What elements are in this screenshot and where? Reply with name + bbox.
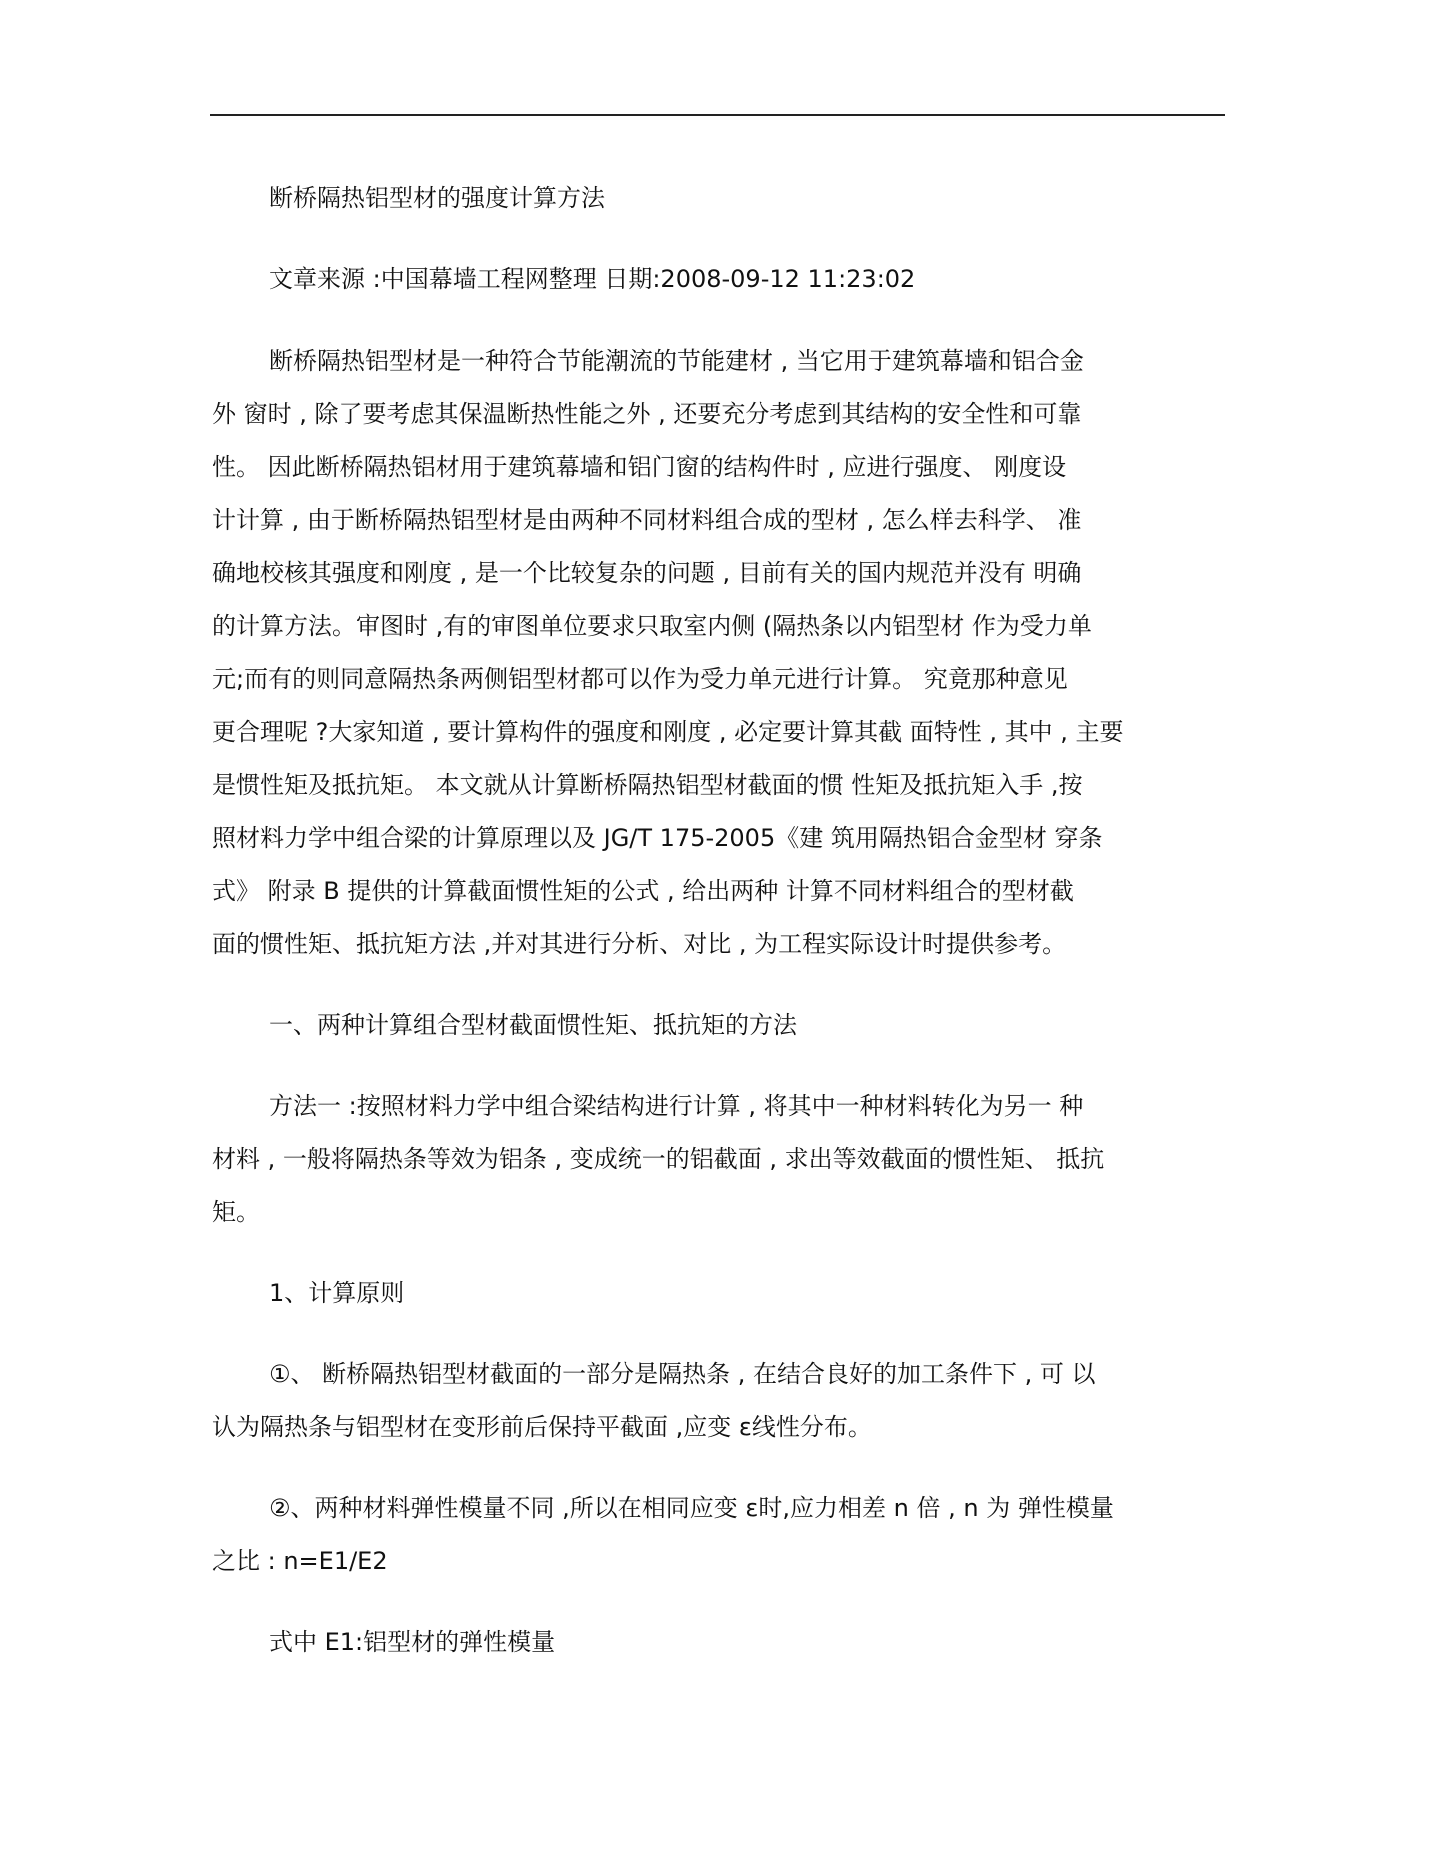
paragraph-line: 确地校核其强度和刚度 , 是一个比较复杂的问题 , 目前有关的国内规范并没有 明确 — [212, 559, 1082, 587]
paragraph-line: 之比 : n=E1/E2 — [212, 1547, 388, 1575]
principle-two-paragraph — [212, 1495, 1224, 1574]
paragraph-line: 式》 附录 B 提供的计算截面惯性矩的公式 , 给出两种 计算不同材料组合的型材截 — [212, 877, 1074, 905]
formula-note: 式中 E1:铝型材的弹性模量 — [269, 1628, 556, 1656]
document-title: 断桥隔热铝型材的强度计算方法 — [269, 184, 605, 212]
paragraph-line: 材料 , 一般将隔热条等效为铝条 , 变成统一的铝截面 , 求出等效截面的惯性矩、 抵抗 — [212, 1145, 1105, 1173]
paragraph-line: 照材料力学中组合梁的计算原理以及 JG/T 175-2005《建 筑用隔热铝合金型材 穿条 — [212, 824, 1103, 852]
paragraph-line: 元;而有的则同意隔热条两侧铝型材都可以作为受力单元进行计算。 究竟那种意见 — [212, 665, 1068, 693]
section-heading: 一、两种计算组合型材截面惯性矩、抵抗矩的方法 — [269, 1011, 797, 1039]
principle-one-paragraph — [212, 1361, 1224, 1440]
paragraph-line: 方法一 :按照材料力学中组合梁结构进行计算 , 将其中一种材料转化为另一 种 — [269, 1092, 1084, 1120]
intro-paragraph — [212, 348, 1224, 957]
paragraph-line: 性。 因此断桥隔热铝材用于建筑幕墙和铝门窗的结构件时 , 应进行强度、 刚度设 — [212, 453, 1067, 481]
paragraph-line: 是惯性矩及抵抗矩。 本文就从计算断桥隔热铝型材截面的惯 性矩及抵抗矩入手 ,按 — [212, 771, 1083, 799]
document-body — [212, 185, 1224, 1655]
paragraph-line: 计计算 , 由于断桥隔热铝型材是由两种不同材料组合成的型材 , 怎么样去科学、 准 — [212, 506, 1082, 534]
paragraph-line: ②、两种材料弹性模量不同 ,所以在相同应变 ε时,应力相差 n 倍 , n 为 弹性模量 — [269, 1494, 1114, 1522]
paragraph-line: 断桥隔热铝型材是一种符合节能潮流的节能建材 , 当它用于建筑幕墙和铝合金 — [269, 347, 1084, 375]
paragraph-line: ①、 断桥隔热铝型材截面的一部分是隔热条 , 在结合良好的加工条件下 , 可 以 — [269, 1360, 1096, 1388]
source-date-line: 文章来源 :中国幕墙工程网整理 日期:2008-09-12 11:23:02 — [269, 265, 916, 293]
method-one-paragraph — [212, 1093, 1224, 1225]
paragraph-line: 外 窗时 , 除了要考虑其保温断热性能之外 , 还要充分考虑到其结构的安全性和可靠 — [212, 400, 1082, 428]
subsection-heading: 1、计算原则 — [269, 1279, 405, 1307]
paragraph-line: 矩。 — [212, 1198, 260, 1226]
paragraph-line: 认为隔热条与铝型材在变形前后保持平截面 ,应变 ε线性分布。 — [212, 1413, 872, 1441]
paragraph-line: 更合理呢 ?大家知道 , 要计算构件的强度和刚度 , 必定要计算其截 面特性 , 其中 , 主要 — [212, 718, 1124, 746]
paragraph-line: 面的惯性矩、抵抗矩方法 ,并对其进行分析、对比 , 为工程实际设计时提供参考。 — [212, 930, 1067, 958]
paragraph-line: 的计算方法。审图时 ,有的审图单位要求只取室内侧 (隔热条以内铝型材 作为受力单 — [212, 612, 1092, 640]
header-rule — [210, 114, 1225, 116]
